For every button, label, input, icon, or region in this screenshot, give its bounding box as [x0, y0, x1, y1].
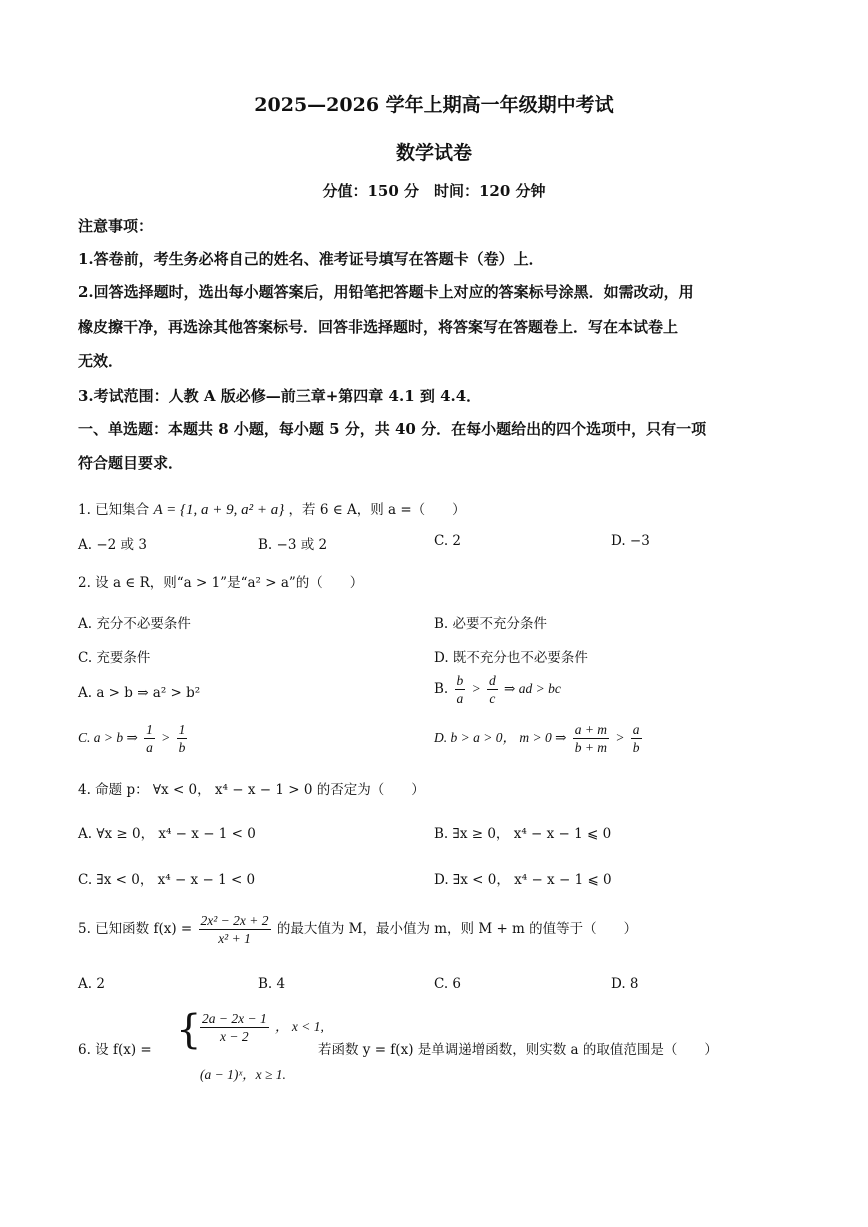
note-item-2-line-2: 橡皮擦干净，再选涂其他答案标号．回答非选择题时，将答案写在答题卷上．写在本试卷上 — [78, 318, 679, 336]
question-5-suffix: 的最大值为 M，最小值为 m，则 M + m 的值等于（ ） — [276, 921, 638, 937]
question-6-case-2: (a − 1)ˣ，x ≥ 1. — [200, 1067, 286, 1082]
question-4-option-c: C. ∃x < 0， x⁴ − x − 1 < 0 — [78, 872, 256, 888]
question-6-case-1 — [198, 1010, 324, 1045]
fraction-d-over-c: $\frac{d}{c}$ — [488, 673, 496, 706]
question-4-option-b: B. ∃x ≥ 0， x⁴ − x − 1 ⩽ 0 — [434, 826, 612, 842]
question-3-option-d: D. b > a > 0， m > 0 ⇒ $\frac{a + m}{b + m}$ > $\frac{a}{b}$ — [434, 722, 640, 755]
question-4-stem: 4. 命题 p： ∀x < 0， x⁴ − x − 1 > 0 的否定为（ ） — [78, 782, 425, 798]
question-5-option-c: C. 6 — [434, 976, 462, 992]
question-5-option-b: B. 4 — [258, 976, 286, 992]
question-1-option-a: A. −2 或 3 — [78, 537, 147, 553]
question-5-numerator: 2x² − 2x + 2 — [200, 913, 269, 928]
exam-meta: 分值：150 分 时间：120 分钟 — [322, 182, 546, 200]
question-5-option-a: A. 2 — [78, 976, 105, 992]
question-6-suffix: 若函数 y = f(x) 是单调递增函数，则实数 a 的取值范围是（ ） — [318, 1042, 718, 1058]
question-3-option-a: A. a > b ⇒ a² > b² — [78, 685, 201, 701]
question-6-case-1-denominator: x − 2 — [220, 1029, 249, 1044]
question-4-option-d: D. ∃x < 0， x⁴ − x − 1 ⩽ 0 — [434, 872, 612, 888]
question-3-option-c: C. a > b ⇒ $\frac{1}{a}$ > $\frac{1}{b}$ — [78, 722, 186, 755]
question-1-stem — [78, 498, 466, 519]
question-6-case-1-numerator: 2a − 2x − 1 — [202, 1011, 267, 1026]
question-5-stem — [78, 912, 637, 947]
exam-title: 2025—2026 学年上期高一年级期中考试 — [254, 94, 614, 116]
question-1-option-b: B. −3 或 2 — [258, 537, 328, 553]
fraction-1-over-b: $\frac{1}{b}$ — [178, 722, 186, 755]
notes-heading: 注意事项： — [78, 217, 154, 235]
note-item-1: 1.答卷前，考生务必将自己的姓名、准考证号填写在答题卡（卷）上． — [78, 250, 544, 268]
option-d-label: D. b > a > 0， m > 0 ⇒ — [434, 730, 567, 745]
question-1-prefix: 1. 已知集合 — [78, 502, 150, 518]
question-6-prefix: 6. 设 f(x) = — [78, 1042, 152, 1058]
option-c-label: C. a > b ⇒ — [78, 730, 138, 745]
fraction-a-over-b: $\frac{a}{b}$ — [632, 722, 640, 755]
question-1-suffix: ，若 6 ∈ A，则 a =（ ） — [288, 502, 466, 518]
fraction-b-over-a: $\frac{b}{a}$ — [456, 673, 464, 706]
section-1-line-2: 符合题目要求． — [78, 454, 184, 472]
question-1-option-d: D. −3 — [611, 533, 650, 549]
question-5-option-d: D. 8 — [611, 976, 639, 992]
question-5-fraction — [199, 912, 271, 947]
question-1-set: A = {1, a + 9, a² + a} — [153, 502, 285, 518]
note-item-3: 3.考试范围：人教 A 版必修—前三章+第四章 4.1 到 4.4． — [78, 387, 482, 405]
question-2-option-d: D. 既不充分也不必要条件 — [434, 650, 588, 666]
question-2-stem: 2. 设 a ∈ R，则“a > 1”是“a² > a”的（ ） — [78, 575, 364, 591]
question-6-case-1-fraction — [200, 1010, 269, 1045]
fraction-a-plus-m-over-b-plus-m: $\frac{a + m}{b + m}$ — [574, 722, 608, 755]
section-1-line-1: 一、单选题：本题共 8 小题，每小题 5 分，共 40 分．在每小题给出的四个选项中，只有一项 — [78, 420, 707, 438]
option-b-tail: ⇒ ad > bc — [504, 681, 561, 696]
question-1-option-c: C. 2 — [434, 533, 462, 549]
piecewise-brace: { — [176, 1007, 202, 1053]
question-6-case-1-condition: ， x < 1, — [275, 1019, 324, 1034]
question-5-denominator: x² + 1 — [218, 931, 251, 946]
fraction-1-over-a: $\frac{1}{a}$ — [146, 722, 153, 755]
question-5-prefix: 5. 已知函数 f(x) = — [78, 921, 193, 937]
exam-subtitle: 数学试卷 — [395, 142, 472, 164]
question-4-option-a: A. ∀x ≥ 0， x⁴ − x − 1 < 0 — [78, 826, 256, 842]
question-2-option-a: A. 充分不必要条件 — [78, 616, 191, 632]
question-2-option-b: B. 必要不充分条件 — [434, 616, 548, 632]
option-b-label: B. — [434, 681, 449, 697]
question-2-option-c: C. 充要条件 — [78, 650, 151, 666]
note-item-2-line-1: 2.回答选择题时，选出每小题答案后，用铅笔把答题卡上对应的答案标号涂黑．如需改动，用 — [78, 283, 694, 301]
note-item-2-line-3: 无效． — [78, 352, 124, 370]
question-3-option-b: B. $\frac{b}{a}$ > $\frac{d}{c}$ ⇒ ad > bc — [434, 673, 561, 706]
